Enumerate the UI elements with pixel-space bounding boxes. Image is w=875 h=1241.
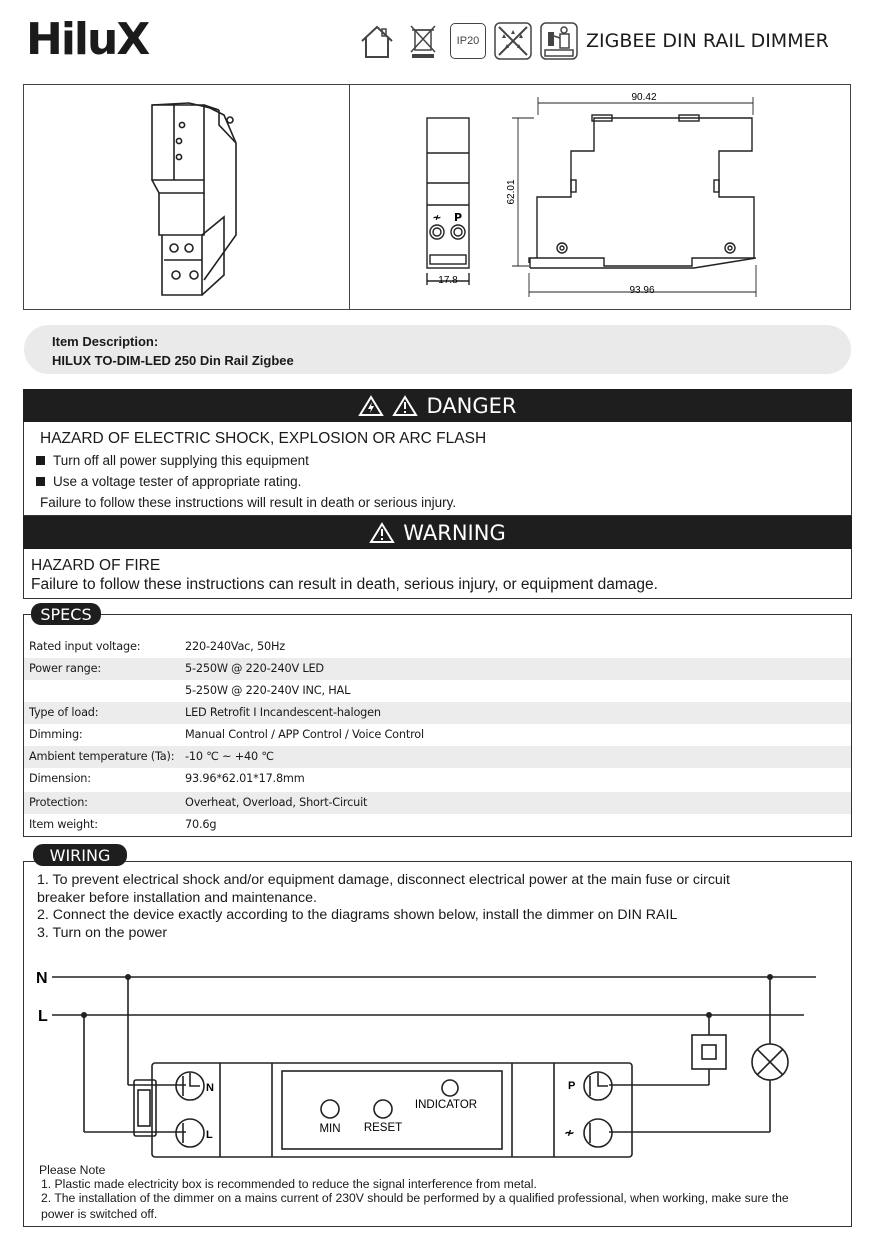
- danger-bullet-text: Turn off all power supplying this equipment: [53, 453, 309, 468]
- spec-value: Overheat, Overload, Short-Circuit: [185, 796, 368, 809]
- front-view: [427, 118, 469, 285]
- spec-row: [24, 658, 851, 680]
- spec-row: [24, 724, 851, 746]
- indicator-led: [442, 1080, 458, 1096]
- wiring-step-2: 2. Connect the device exactly according to the diagrams shown below, install the dimmer on DIN RAIL: [37, 907, 678, 923]
- wall-switch: [692, 1035, 726, 1069]
- label-reset: RESET: [363, 1122, 403, 1134]
- spec-row: [24, 768, 851, 790]
- document-title: ZIGBEE DIN RAIL DIMMER: [586, 30, 829, 52]
- note-2-cont: power is switched off.: [41, 1207, 158, 1221]
- spec-key: Type of load:: [29, 706, 99, 719]
- spec-row: [24, 792, 851, 814]
- label-terminal-p: P: [568, 1080, 576, 1092]
- spec-row: [24, 746, 851, 768]
- label-terminal-n: N: [206, 1082, 214, 1094]
- brand-logo: HiluX: [26, 14, 149, 65]
- item-description-label: Item Description:: [52, 334, 159, 349]
- label-l-line: L: [38, 1008, 48, 1025]
- front-label-out: ≁: [432, 211, 442, 224]
- side-view: [529, 115, 756, 268]
- spec-row: [24, 814, 851, 836]
- spec-value: 5-250W @ 220-240V LED: [185, 662, 324, 675]
- spec-value: -10 ℃ ~ +40 ℃: [185, 750, 274, 763]
- min-button: [321, 1100, 339, 1118]
- danger-bullet-2: [36, 474, 301, 489]
- spec-value: Manual Control / APP Control / Voice Control: [185, 728, 424, 741]
- product-drawings: [24, 85, 850, 309]
- danger-header: [23, 389, 852, 422]
- spec-key: Rated input voltage:: [29, 640, 141, 653]
- dim-height: 62.01: [506, 179, 517, 205]
- spec-value: 70.6g: [185, 818, 217, 831]
- item-description-banner: [24, 325, 851, 374]
- note-2: 2. The installation of the dimmer on a mains current of 230V should be performed by a qualified professional, when working, make sure the: [41, 1191, 789, 1205]
- spec-key: Ambient temperature (Ta):: [29, 750, 175, 763]
- terminal-out: [584, 1119, 612, 1147]
- spec-key: Dimension:: [29, 772, 91, 785]
- warning-triangle-icon: [369, 522, 395, 544]
- warning-footer: Failure to follow these instructions can result in death, serious injury, or equipment damage.: [31, 576, 658, 593]
- item-name: HILUX TO-DIM-LED 250 Din Rail Zigbee: [52, 353, 294, 368]
- wiring-step-1: 1. To prevent electrical shock and/or equipment damage, disconnect electrical power at the main fuse or circuit: [37, 872, 730, 888]
- label-terminal-l: L: [206, 1129, 213, 1141]
- dim-front-width: 17.8: [438, 275, 458, 286]
- spec-row: [24, 636, 851, 658]
- spec-value: 5-250W @ 220-240V INC, HAL: [185, 684, 351, 697]
- warning-header: [23, 516, 852, 549]
- wiring-step-3: 3. Turn on the power: [37, 925, 168, 941]
- ip20-badge: IP20: [450, 23, 486, 59]
- spec-key: Protection:: [29, 796, 88, 809]
- spec-value: 93.96*62.01*17.8mm: [185, 772, 305, 785]
- label-terminal-out: ≁: [564, 1126, 575, 1141]
- spec-key: Dimming:: [29, 728, 83, 741]
- electrician-install-icon: [540, 22, 578, 60]
- spec-value: 220-240Vac, 50Hz: [185, 640, 285, 653]
- no-water-icon: [494, 22, 532, 60]
- spec-key: Power range:: [29, 662, 102, 675]
- spec-row: [24, 702, 851, 724]
- house-indoor-icon: [358, 22, 396, 60]
- note-title: Please Note: [39, 1163, 106, 1177]
- note-1: 1. Plastic made electricity box is recommended to reduce the signal interference from metal.: [41, 1177, 537, 1191]
- label-min: MIN: [319, 1123, 341, 1135]
- wiring-step-1-cont: breaker before installation and maintenance.: [37, 890, 317, 906]
- danger-bullet-1: [36, 453, 309, 468]
- dim-width-bottom: 93.96: [629, 285, 655, 296]
- spec-value: LED Retrofit I Incandescent-halogen: [185, 706, 381, 719]
- label-indicator: INDICATOR: [414, 1099, 478, 1111]
- front-label-p: P: [453, 211, 463, 224]
- danger-footer: Failure to follow these instructions will result in death or serious injury.: [40, 495, 457, 510]
- electric-warning-icon: [358, 395, 384, 417]
- bullet-icon: [36, 456, 45, 465]
- reset-button: [374, 1100, 392, 1118]
- bullet-icon: [36, 477, 45, 486]
- warning-triangle-icon: [392, 395, 418, 417]
- wiring-diagram: [24, 955, 850, 1165]
- label-n-line: N: [36, 970, 48, 987]
- certification-icons: [358, 20, 578, 62]
- warning-title: WARNING: [403, 520, 506, 545]
- danger-hazard: HAZARD OF ELECTRIC SHOCK, EXPLOSION OR ARC FLASH: [40, 430, 487, 447]
- isometric-view: [152, 103, 236, 295]
- spec-row: [24, 680, 851, 702]
- warning-hazard: HAZARD OF FIRE: [31, 557, 161, 574]
- dim-width-top: 90.42: [631, 92, 657, 103]
- danger-bullet-text: Use a voltage tester of appropriate rating.: [53, 474, 302, 489]
- wiring-tab: WIRING: [33, 844, 127, 866]
- danger-title: DANGER: [426, 393, 517, 418]
- terminal-l: [176, 1119, 204, 1147]
- weee-bin-icon: [404, 22, 442, 60]
- specs-tab: SPECS: [31, 603, 101, 625]
- spec-key: Item weight:: [29, 818, 98, 831]
